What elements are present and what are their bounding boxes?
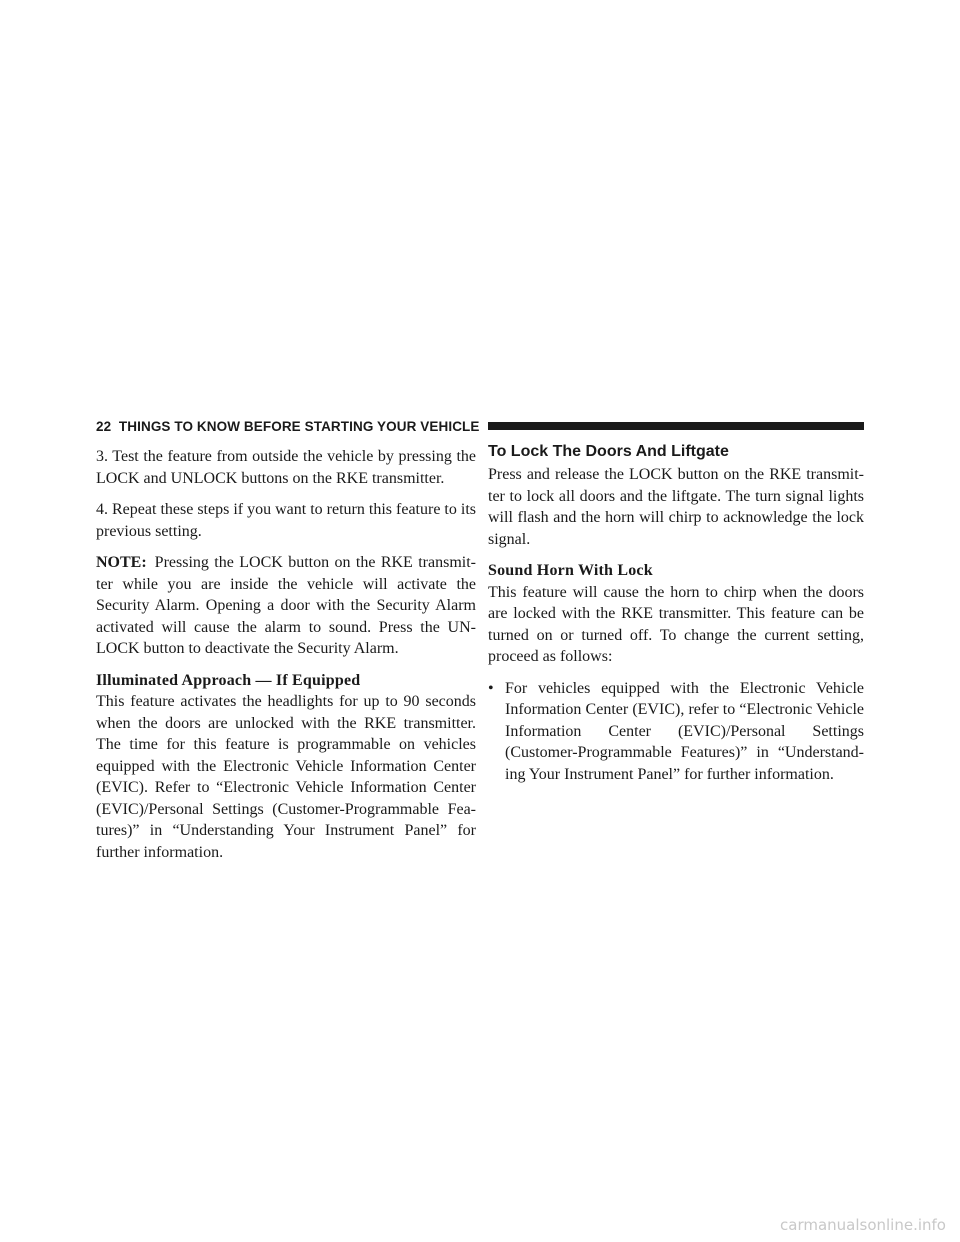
illuminated-approach-heading: Illuminated Approach — If Equipped bbox=[96, 671, 361, 689]
watermark: carmanualsonline.info bbox=[780, 1216, 946, 1234]
sound-horn-paragraph: This feature will cause the horn to chirp when the doors are locked with the RKE transmitter. This feature can be turned on or turned off. To change the current setting, proceed as follows: bbox=[488, 583, 864, 665]
lock-doors-heading: To Lock The Doors And Liftgate bbox=[488, 443, 729, 460]
note-text: Pressing the LOCK button on the RKE transmit-ter while you are inside the vehicle will activate the Security Alarm. Opening a door with the Security Alarm activated will cause the alarm to sound. Press the UN-LOCK button to deactivate the Security Alarm. bbox=[96, 554, 476, 657]
note-label: NOTE: bbox=[96, 554, 147, 571]
bullet-icon: • bbox=[488, 679, 494, 697]
note-paragraph bbox=[96, 552, 476, 660]
header-rule bbox=[488, 422, 865, 430]
lock-doors-paragraph: Press and release the LOCK button on the RKE transmit-ter to lock all doors and the liftgate. The turn signal lights will flash and the horn will chirp to acknowledge the lock signal. bbox=[488, 466, 864, 548]
bullet-text: For vehicles equipped with the Electronic Vehicle Information Center (EVIC), refer to “Electronic Vehicle Information Center (EVIC)/Personal Settings (Customer-Programmable Features)” in “Understand-ing Your Instrument Panel” for further information. bbox=[505, 679, 864, 783]
running-header bbox=[96, 419, 480, 434]
page-header bbox=[96, 416, 864, 436]
bullet-item bbox=[488, 678, 864, 786]
illuminated-approach-paragraph: This feature activates the headlights for up to 90 seconds when the doors are unlocked with the RKE transmitter. The time for this feature is programmable on vehicles equipped with the Electronic Vehicle Information Center (EVIC). Refer to “Electronic Vehicle Information Center (EVIC)/Personal Settings (Customer-Programmable Fea-tures)” in “Understanding Your Instrument Panel” for further information. bbox=[96, 693, 476, 861]
step-3-paragraph: 3. Test the feature from outside the vehicle by pressing the LOCK and UNLOCK buttons on the RKE transmitter. bbox=[96, 448, 476, 487]
step-4-paragraph: 4. Repeat these steps if you want to return this feature to its previous setting. bbox=[96, 501, 476, 540]
left-column bbox=[96, 446, 476, 873]
section-title: THINGS TO KNOW BEFORE STARTING YOUR VEHICLE bbox=[118, 418, 480, 434]
page-number: 22 bbox=[96, 418, 112, 434]
right-column bbox=[488, 443, 864, 785]
sound-horn-heading: Sound Horn With Lock bbox=[488, 562, 653, 579]
